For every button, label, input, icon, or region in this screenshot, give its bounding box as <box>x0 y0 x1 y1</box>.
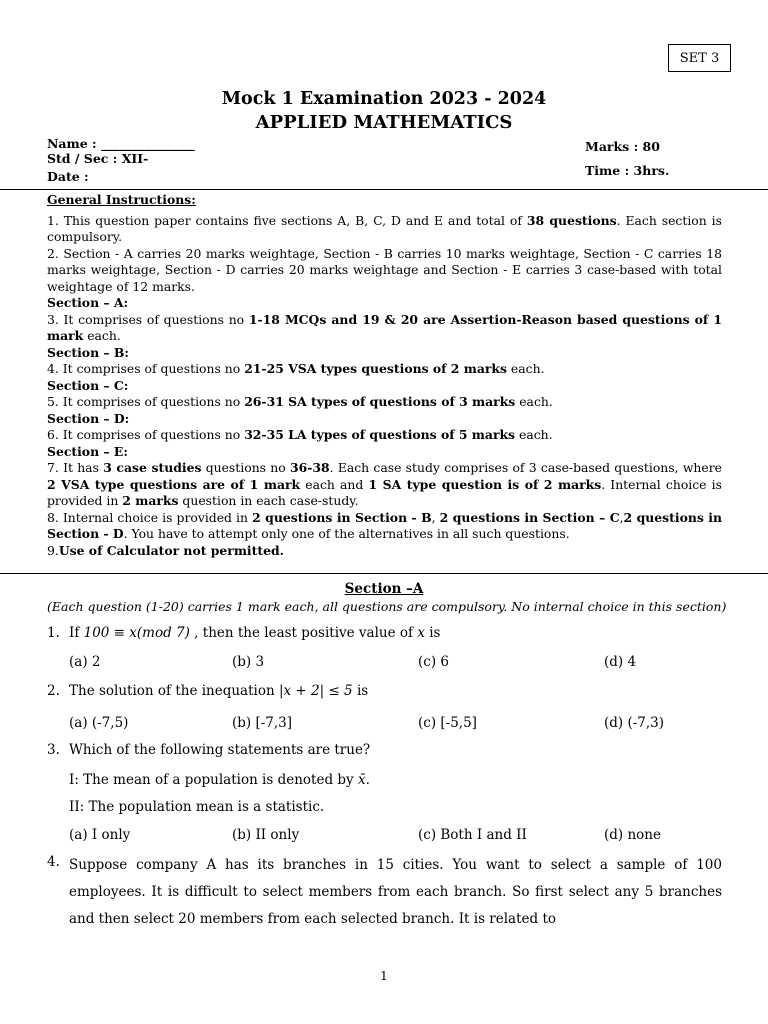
instruction-3: 3. It comprises of questions no 1-18 MCQs and 19 & 20 are Assertion-Reason based questions of 1 mark each. <box>47 311 722 343</box>
section-a-heading: Section – A: <box>47 295 129 310</box>
q2-option-c: (c) [-5,5] <box>418 715 477 731</box>
instruction-8: 8. Internal choice is provided in 2 questions in Section - B, 2 questions in Section – C,2 questions in Section - D. You have to attempt only one of the alternatives in all such questions. <box>47 509 723 541</box>
exam-title: Mock 1 Examination 2023 - 2024 <box>221 89 547 109</box>
instruction-5: 5. It comprises of questions no 26-31 SA types of questions of 3 marks each. <box>47 394 553 409</box>
section-b-heading: Section – B: <box>47 344 129 360</box>
section-a-note: (Each question (1-20) carries 1 mark each, all questions are compulsory. No internal choice in this section) <box>47 599 727 614</box>
q2-math: |x + 2| ≤ 5 <box>278 683 353 699</box>
question-2-text: The solution of the inequation |x + 2| ≤ 5 is <box>69 683 369 699</box>
q3-option-d: (d) none <box>604 827 661 843</box>
q3-option-a: (a) I only <box>69 827 131 843</box>
section-e-heading: Section – E: <box>47 443 128 459</box>
q1-math: 100 ≡ x(mod 7) <box>83 625 190 641</box>
question-number: 1. <box>47 625 60 641</box>
marks-field: Marks : 80 <box>585 139 660 154</box>
question-3-text: Which of the following statements are true? <box>69 742 371 758</box>
date-field: Date : <box>47 169 89 184</box>
question-3-statement-1: I: The mean of a population is denoted by x̄. <box>69 772 370 788</box>
name-field: Name : _______________ <box>47 136 195 151</box>
q3-option-b: (b) II only <box>232 827 300 843</box>
instruction-7: 7. It has 3 case studies questions no 36-38. Each case study comprises of 3 case-based questions, where 2 VSA type questions are of 1 mark each and 1 SA type question is of 2 marks. Internal choice is provided in 2 marks question in each case-study. <box>47 460 722 508</box>
instruction-4: 4. It comprises of questions no 21-25 VSA types questions of 2 marks each. <box>47 361 545 376</box>
instruction-1: 1. This question paper contains five sections A, B, C, D and E and total of 38 questions. Each section is compulsory. <box>47 212 722 244</box>
header-divider <box>0 189 768 190</box>
instruction-9: 9.Use of Calculator not permitted. <box>47 542 284 558</box>
q1-option-d: (d) 4 <box>604 654 637 670</box>
q2-option-b: (b) [-7,3] <box>232 715 293 731</box>
set-label: SET 3 <box>668 44 731 72</box>
question-1-text: If 100 ≡ x(mod 7) , then the least positive value of x is <box>69 625 441 641</box>
page-number: 1 <box>380 969 388 983</box>
std-sec-field: Std / Sec : XII- <box>47 151 149 166</box>
q3-math: x̄ <box>357 772 366 788</box>
q2-option-a: (a) (-7,5) <box>69 715 129 731</box>
q1-option-a: (a) 2 <box>69 654 101 670</box>
general-instructions <box>47 192 722 559</box>
question-3-statement-2: II: The population mean is a statistic. <box>69 799 325 815</box>
subject-title: APPLIED MATHEMATICS <box>255 112 513 133</box>
question-number: 2. <box>47 683 60 699</box>
section-a-title: Section –A <box>344 581 424 597</box>
time-field: Time : 3hrs. <box>585 163 670 178</box>
question-4-text: Suppose company A has its branches in 15 cities. You want to select a sample of 100 employees. It is difficult to select members from each branch. So first select any 5 branches and then select 20 members from each selected branch. It is related to <box>69 857 722 927</box>
section-d-heading: Section – D: <box>47 410 130 426</box>
question-number: 4. <box>47 854 60 870</box>
q3-option-c: (c) Both I and II <box>418 827 527 843</box>
q2-option-d: (d) (-7,3) <box>604 715 665 731</box>
instructions-heading: General Instructions: <box>47 192 196 207</box>
q1-option-c: (c) 6 <box>418 654 449 670</box>
instruction-6: 6. It comprises of questions no 32-35 LA types of questions of 5 marks each. <box>47 427 553 442</box>
question-number: 3. <box>47 742 60 758</box>
instruction-2: 2. Section - A carries 20 marks weightage, Section - B carries 10 marks weightage, Section - C carries 18 marks weightage, Section - D carries 20 marks weightage and Section - E carries 3 case-based with total weightage of 12 marks. <box>47 245 722 294</box>
q1-option-b: (b) 3 <box>232 654 265 670</box>
instructions-divider <box>0 573 768 574</box>
section-c-heading: Section – C: <box>47 377 129 393</box>
